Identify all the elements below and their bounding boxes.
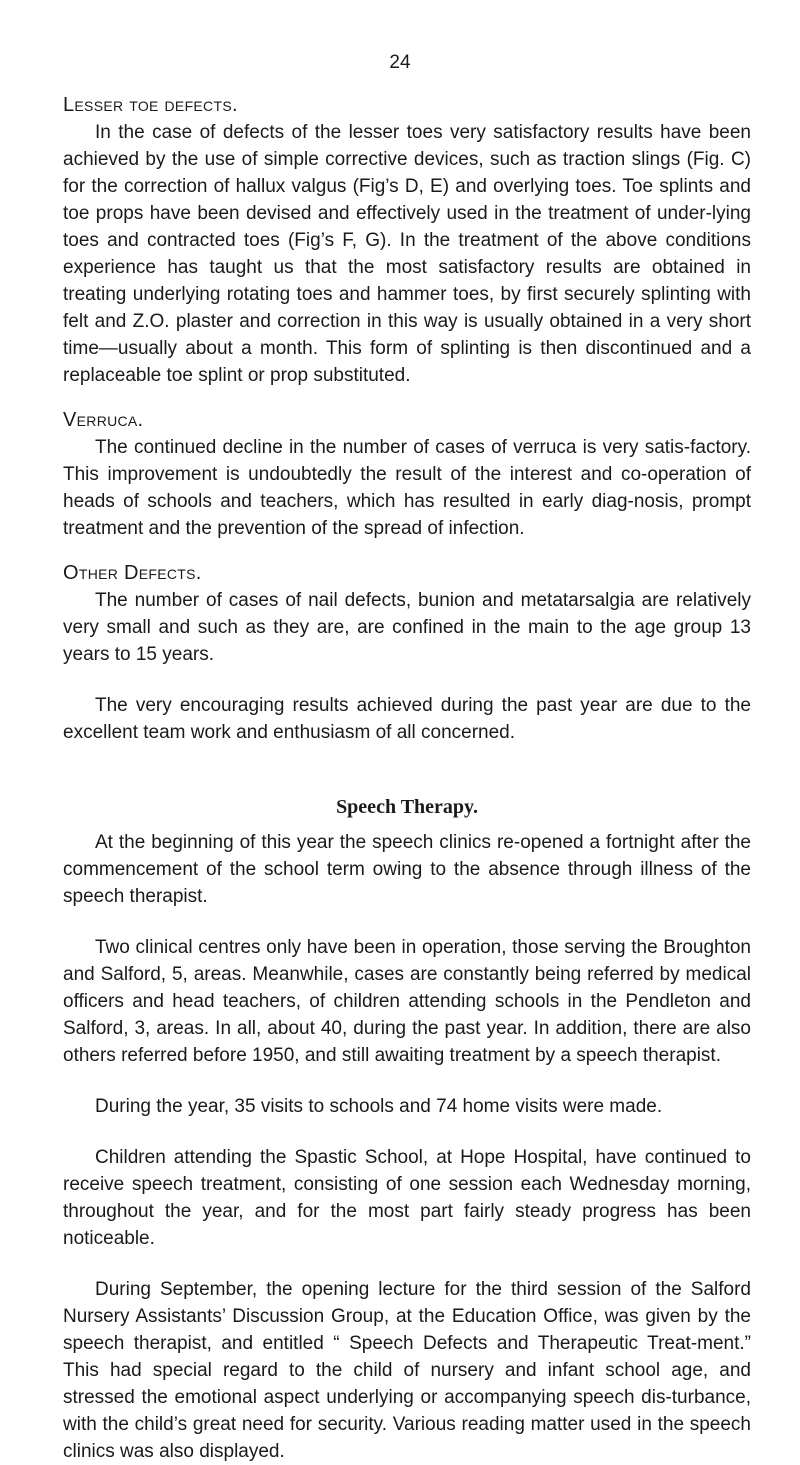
heading-lesser-toe-defects: Lesser toe defects.: [63, 94, 238, 116]
paragraph-speech-3: During the year, 35 visits to schools and 74 home visits were made.: [95, 1096, 663, 1117]
paragraph-other-defects-2: The very encouraging results achieved during the past year are due to the excellent team work and enthusiasm of all concerned.: [63, 695, 751, 743]
heading-other-defects: Other Defects.: [63, 562, 202, 584]
paragraph-speech-2: Two clinical centres only have been in operation, those serving the Broughton and Salford, 5, areas. Meanwhile, cases are constantly being referred by medical officers and head teachers, of children attending schools in the Pendleton and Salford, 3, areas. In all, about 40, during the past year. In addition, there are also others referred before 1950, and still awaiting treatment by a speech therapist.: [63, 937, 751, 1066]
paragraph-verruca-1: The continued decline in the number of cases of verruca is very satis-factory. This improvement is undoubtedly the result of the interest and co-operation of heads of schools and teachers, which has resulted in early diag-nosis, prompt treatment and the prevention of the spread of infection.: [63, 437, 751, 539]
paragraph-speech-4: Children attending the Spastic School, at Hope Hospital, have continued to receive speech treatment, consisting of one session each Wednesday morning, throughout the year, and for the most part fairly steady progress has been noticeable.: [63, 1147, 751, 1249]
paragraph-speech-1: At the beginning of this year the speech clinics re-opened a fortnight after the commencement of the school term owing to the absence through illness of the speech therapist.: [63, 832, 751, 907]
paragraph-speech-5: During September, the opening lecture for the third session of the Salford Nursery Assistants’ Discussion Group, at the Education Office, was given by the speech therapist, and entitled “ Speech Defects and Therapeutic Treat-ment.” This had special regard to the child of nursery and infant school age, and stressed the emotional aspect underlying or accompanying speech dis-turbance, with the child’s great need for security. Various reading matter used in the speech clinics was also displayed.: [63, 1279, 751, 1462]
page-number: 24: [389, 52, 411, 73]
page-body: [63, 92, 751, 1465]
paragraph-other-defects-1: The number of cases of nail defects, bunion and metatarsalgia are relatively very small and such as they are, are confined in the main to the age group 13 years to 15 years.: [63, 590, 751, 665]
paragraph-lesser-toe-1: In the case of defects of the lesser toes very satisfactory results have been achieved by the use of simple corrective devices, such as traction slings (Fig. C) for the correction of hallux valgus (Fig’s D, E) and overlying toes. Toe splints and toe props have been devised and effectively used in the treatment of under-lying toes and contracted toes (Fig’s F, G). In the treatment of the above conditions experience has taught us that the most satisfactory results are obtained in treating underlying rotating toes and hammer toes, by first securely splinting with felt and Z.O. plaster and correction in this way is usually obtained in a very short time—usually about a month. This form of splinting is then discontinued and a replaceable toe splint or prop substituted.: [63, 122, 751, 386]
heading-speech-therapy: Speech Therapy.: [336, 796, 478, 818]
heading-verruca: Verruca.: [63, 409, 144, 431]
